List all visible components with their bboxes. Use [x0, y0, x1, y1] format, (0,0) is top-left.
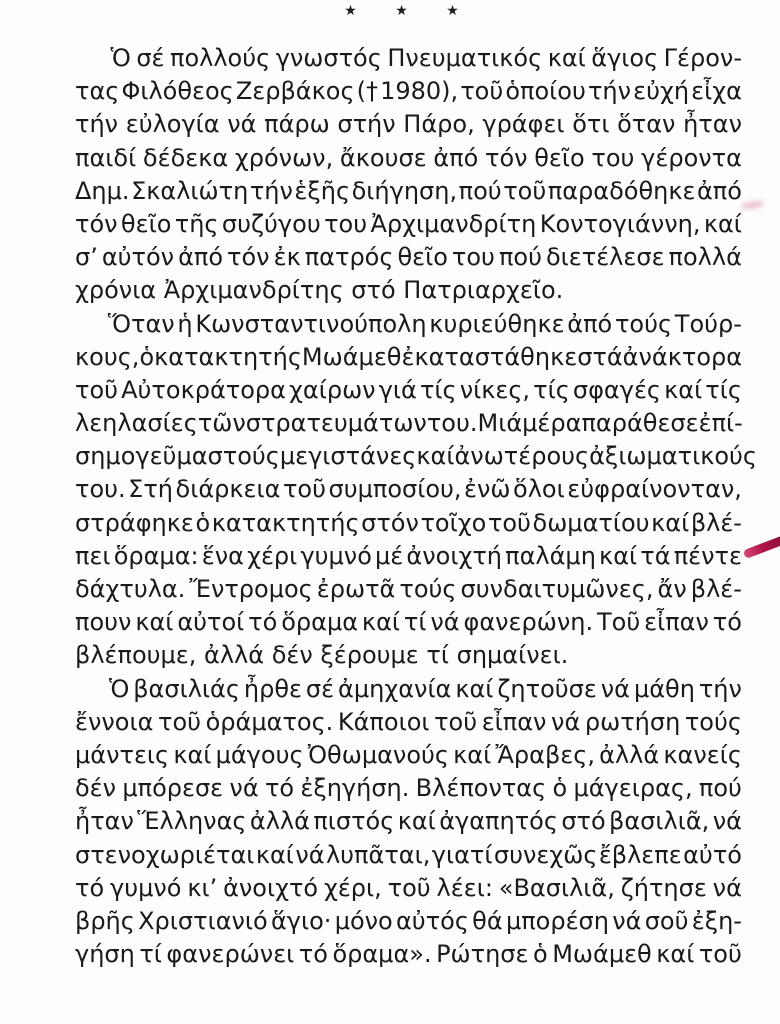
paragraph-2 [75, 308, 757, 673]
text-line: στράφηκε ὁ κατακτητής στόν τοῖχο τοῦ δωματίου καί βλέ- [75, 508, 742, 537]
text-line: τό γυμνό κι’ ἀνοιχτό χέρι, τοῦ λέει: «Βασιλιᾶ, ζήτησε νά [75, 873, 742, 902]
text-line: σημο γεῦμα στούς μεγιστάνες καί ἀνωτέρους ἀξιωματικούς [75, 442, 757, 471]
text-line: τας Φιλόθεος Ζερβάκος († 1980), τοῦ ὁποίου τήν εὐχή εἶχα [75, 77, 742, 106]
text-line: βρῆς Χριστιανιό ἅγιο· μόνο αὐτός θά μπορέση νά σοῦ ἐξη- [75, 906, 742, 935]
text-line: τήν εὐλογία νά πάρω στήν Πάρο, γράφει ὅτι ὅταν ἦταν [75, 110, 742, 139]
text-line: στενοχωριέται καί νά λυπᾶται, γιατί συνεχῶς ἔβλεπε αὐτό [75, 840, 742, 869]
text-line: παιδί δέδεκα χρόνων, ἄκουσε ἀπό τόν θεῖο του γέροντα [75, 143, 742, 172]
text-line: πει ὅραμα: ἕνα χέρι γυμνό μέ ἀνοιχτή παλάμη καί τά πέντε [75, 541, 742, 570]
text-line: τοῦ Αὐτοκράτορα χαίρων γιά τίς νίκες, τίς σφαγές καί τίς [75, 375, 742, 404]
pink-smudge-annotation [741, 199, 765, 210]
text-line: μάντεις καί μάγους Ὀθωμανούς καί Ἄραβες, ἀλλά κανείς [75, 740, 742, 769]
text-line: Ὅταν ἡ Κωνσταντινούπολη κυριεύθηκε ἀπό τούς Τούρ- [107, 309, 742, 338]
text-line: Ὁ σέ πολλούς γνωστός Πνευματικός καί ἅγιος Γέρον- [110, 44, 742, 72]
text-line: χρόνια Ἀρχιμανδρίτης στό Πατριαρχεῖο. [75, 276, 564, 305]
text-line: δέν μπόρεσε νά τό ἐξηγήση. Βλέποντας ὁ μάγειρας, πού [75, 774, 742, 803]
text-line: ἔννοια τοῦ ὁράματος. Κάποιοι τοῦ εἶπαν νά ρωτήση τούς [75, 707, 742, 736]
section-separator-stars: ★ ★ ★ [344, 3, 476, 19]
text-line: γήση τί φανερώνει τό ὅραμα». Ρώτησε ὁ Μωάμεθ καί τοῦ [75, 940, 742, 969]
text-line: Ὁ βασιλιάς ἦρθε σέ ἀμηχανία καί ζητοῦσε νά μάθη τήν [108, 674, 742, 703]
body-text [75, 42, 757, 971]
text-line: ἦταν Ἕλληνας ἀλλά πιστός καί ἀγαπητός στό βασιλιᾶ, νά [75, 807, 742, 836]
text-line: βλέπουμε, ἀλλά δέν ξέρουμε τί σημαίνει. [75, 641, 569, 670]
text-line: τόν θεῖο τῆς συζύγου του Ἀρχιμανδρίτη Κοντογιάννη, καί [75, 209, 742, 238]
text-line: λεηλασίες τῶν στρατευμάτων του. Μιά μέρα παράθεσε ἐπί- [75, 409, 743, 438]
red-pen-mark-annotation [743, 536, 780, 559]
text-line: πουν καί αὐτοί τό ὅραμα καί τί νά φανερώνη. Τοῦ εἶπαν τό [75, 608, 742, 637]
text-line: Δημ. Σκαλιώτη τήν ἑξῆς διήγηση, πού τοῦ παραδόθηκε ἀπό [75, 176, 742, 205]
paragraph-3 [75, 673, 742, 972]
text-line: σ’ αὐτόν ἀπό τόν ἐκ πατρός θεῖο του πού διετέλεσε πολλά [75, 243, 742, 272]
paragraph-1 [75, 42, 742, 308]
text-line: του. Στή διάρκεια τοῦ συμποσίου, ἐνῶ ὅλοι εὐφραίνονταν, [75, 475, 742, 504]
text-line: δάχτυλα. Ἔντρομος ἐρωτᾶ τούς συνδαιτυμῶνες, ἄν βλέ- [75, 575, 742, 603]
text-line: κους, ὁ κατακτητής Μωάμεθ ἐκαταστάθηκε στά ἀνάκτορα [75, 342, 743, 371]
